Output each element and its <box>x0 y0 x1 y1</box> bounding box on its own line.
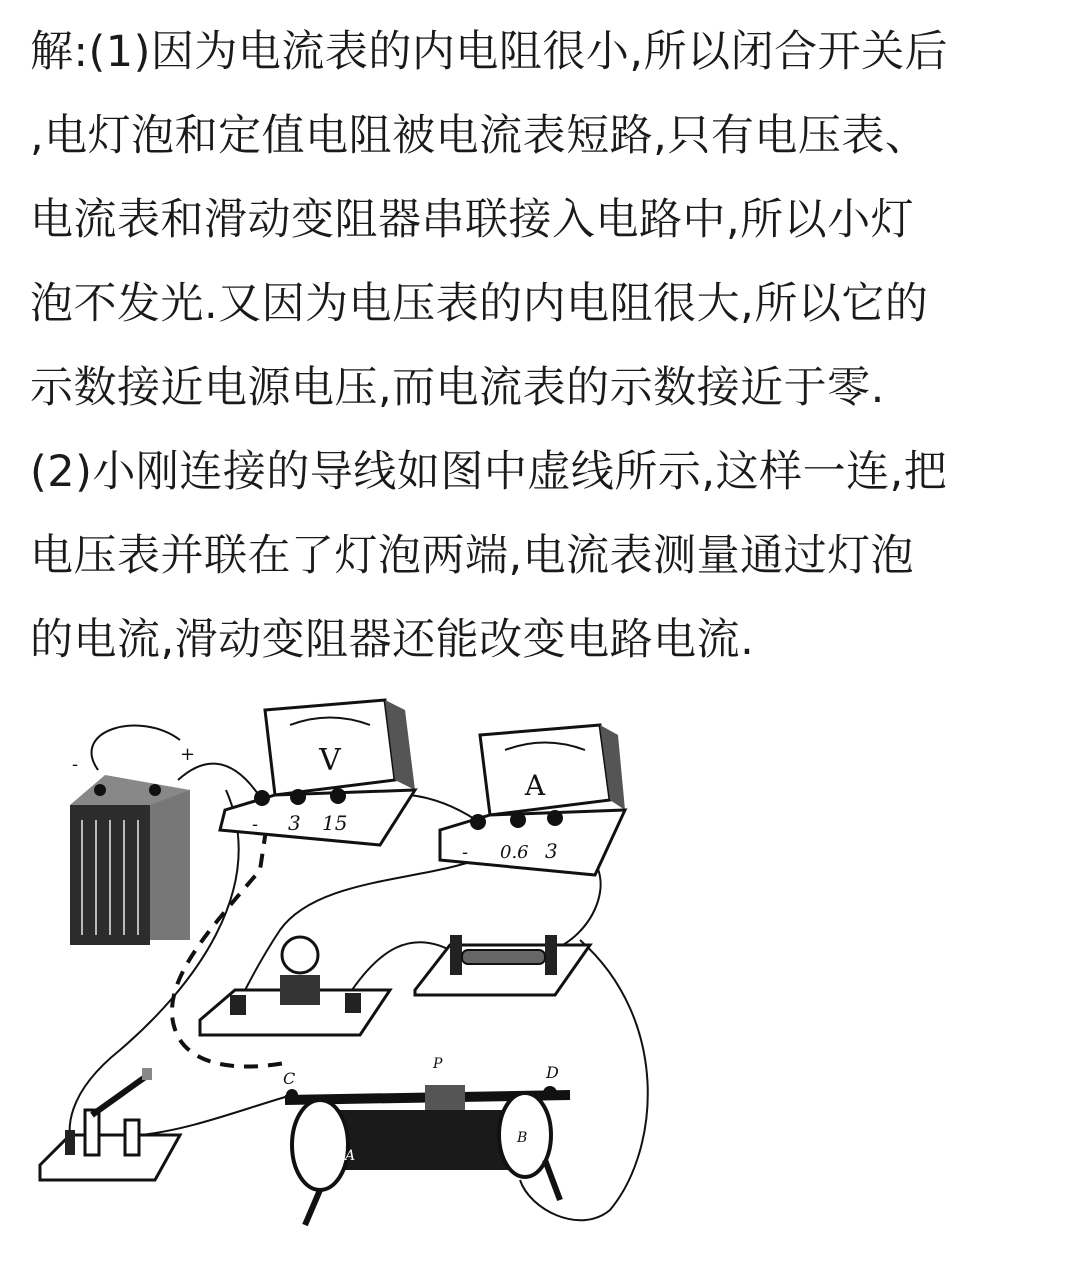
solution-text <box>30 10 1070 682</box>
rheostat-a-label: A <box>345 1148 356 1164</box>
ammeter-icon <box>440 725 625 875</box>
ammeter-terminal-label: 0.6 <box>500 842 529 863</box>
rheostat-b-label: B <box>517 1130 528 1146</box>
ammeter-terminal-label: - <box>462 842 469 863</box>
solution-line: 电流表和滑动变阻器串联接入电路中,所以小灯 <box>30 195 915 245</box>
ammeter-symbol: A <box>524 769 546 802</box>
rheostat-icon <box>283 1056 570 1225</box>
solution-line: 的电流,滑动变阻器还能改变电路电流. <box>30 615 755 665</box>
resistor-icon <box>415 935 590 995</box>
voltmeter-icon <box>220 700 415 845</box>
wire <box>92 726 180 770</box>
rheostat-d-label: D <box>546 1063 559 1082</box>
voltmeter-symbol: V <box>319 743 341 778</box>
voltmeter-terminal-label: 3 <box>288 811 301 835</box>
wire <box>140 1095 292 1135</box>
ammeter-terminal-label: 3 <box>545 839 558 863</box>
solution-line: (2)小刚连接的导线如图中虚线所示,这样一连,把 <box>30 447 948 497</box>
solution-line: 电压表并联在了灯泡两端,电流表测量通过灯泡 <box>30 531 915 581</box>
wire <box>178 764 262 800</box>
solution-line: 示数接近电源电压,而电流表的示数接近于零. <box>30 363 885 413</box>
voltmeter-terminal-label: 15 <box>322 811 348 835</box>
battery-icon <box>70 744 195 945</box>
rheostat-p-label: P <box>433 1056 443 1072</box>
solution-line: ,电灯泡和定值电阻被电流表短路,只有电压表、 <box>30 111 929 161</box>
circuit-figure <box>30 690 670 1250</box>
solution-line: 泡不发光.又因为电压表的内电阻很大,所以它的 <box>30 279 929 329</box>
switch-icon <box>40 1068 180 1180</box>
voltmeter-terminal-label: - <box>252 814 259 835</box>
battery-minus-label: - <box>72 754 79 775</box>
lamp-icon <box>200 937 390 1035</box>
rheostat-c-label: C <box>283 1069 296 1088</box>
solution-line: 解:(1)因为电流表的内电阻很小,所以闭合开关后 <box>30 27 949 77</box>
battery-plus-label: + <box>180 744 196 765</box>
